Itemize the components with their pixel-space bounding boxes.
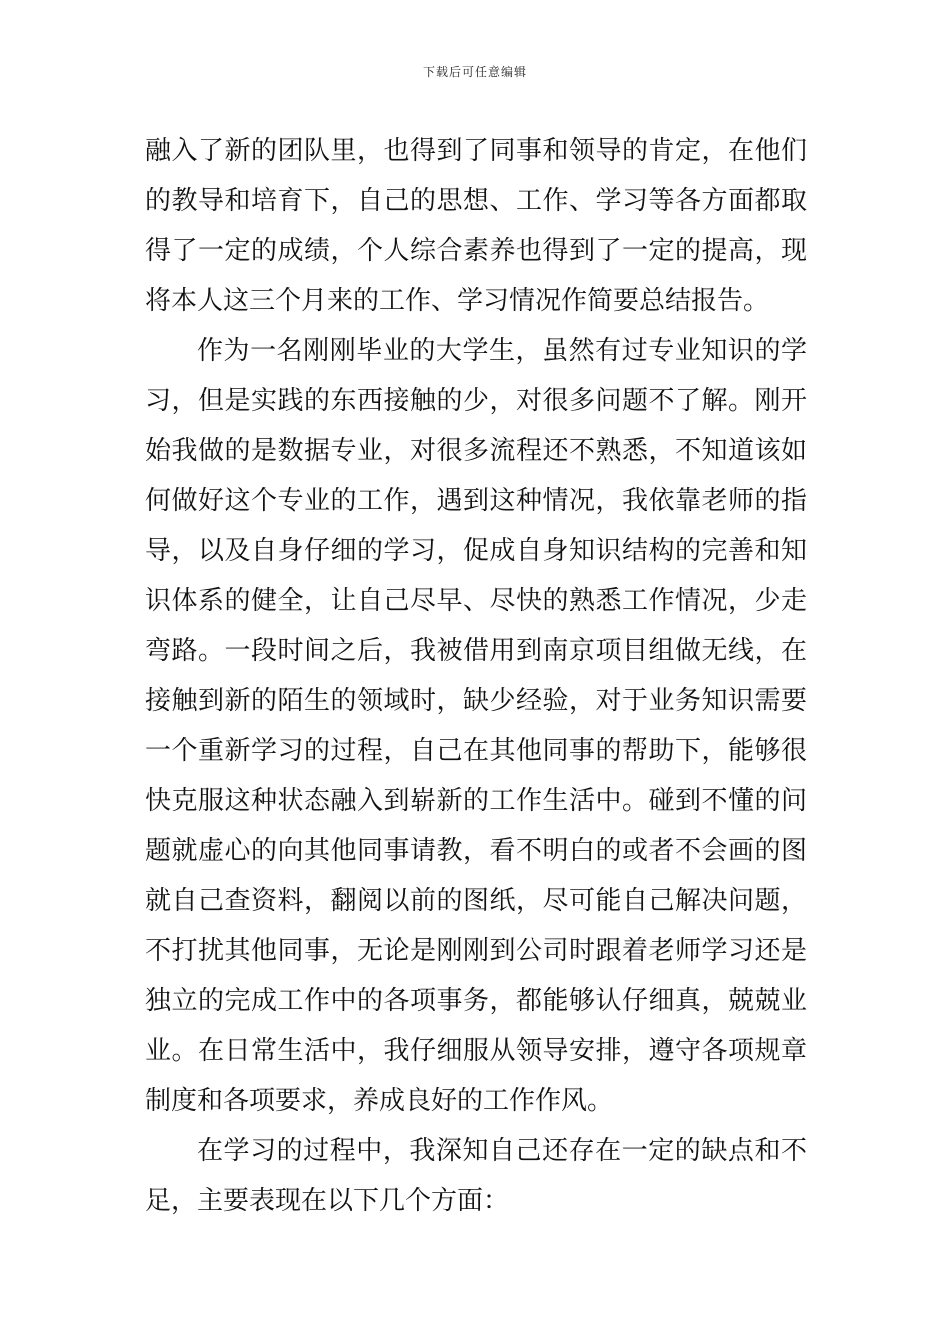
paragraph-2-line-4: 何做好这个专业的工作，遇到这种情况，我依靠老师的指 bbox=[145, 486, 807, 516]
paragraph-2-line-7: 弯路。一段时间之后，我被借用到南京项目组做无线，在 bbox=[145, 636, 807, 666]
paragraph-2-line-15: 业。在日常生活中，我仔细服从领导安排，遵守各项规章 bbox=[145, 1036, 807, 1066]
paragraph-2-line-13: 不打扰其他同事，无论是刚刚到公司时跟着老师学习还是 bbox=[145, 936, 807, 966]
paragraph-2-line-3: 始我做的是数据专业，对很多流程还不熟悉，不知道该如 bbox=[145, 436, 807, 466]
paragraph-2-line-5: 导，以及自身仔细的学习，促成自身知识结构的完善和知 bbox=[145, 536, 807, 566]
paragraph-2-line-8: 接触到新的陌生的领域时，缺少经验，对于业务知识需要 bbox=[145, 686, 807, 716]
paragraph-1-line-4: 将本人这三个月来的工作、学习情况作简要总结报告。 bbox=[145, 286, 770, 316]
paragraph-1-line-3: 得了一定的成绩，个人综合素养也得到了一定的提高，现 bbox=[145, 236, 807, 266]
paragraph-2-line-9: 一个重新学习的过程，自己在其他同事的帮助下，能够很 bbox=[145, 736, 807, 766]
paragraph-2-line-1: 作为一名刚刚毕业的大学生，虽然有过专业知识的学 bbox=[197, 336, 807, 366]
paragraph-3-line-2: 足，主要表现在以下几个方面： bbox=[145, 1186, 510, 1216]
document-body bbox=[145, 126, 807, 1226]
paragraph-2-line-10: 快克服这种状态融入到崭新的工作生活中。碰到不懂的问 bbox=[145, 786, 807, 816]
paragraph-2-line-11: 题就虚心的向其他同事请教，看不明白的或者不会画的图 bbox=[145, 836, 807, 866]
paragraph-1-line-1: 融入了新的团队里，也得到了同事和领导的肯定，在他们 bbox=[145, 136, 807, 166]
page-header: 下载后可任意编辑 bbox=[422, 65, 527, 79]
paragraph-2-line-14: 独立的完成工作中的各项事务，都能够认仔细真，兢兢业 bbox=[145, 986, 807, 1016]
paragraph-2-line-12: 就自己查资料，翻阅以前的图纸，尽可能自己解决问题， bbox=[145, 886, 807, 916]
paragraph-3-line-1: 在学习的过程中，我深知自己还存在一定的缺点和不 bbox=[197, 1136, 807, 1166]
paragraph-2-line-16: 制度和各项要求，养成良好的工作作风。 bbox=[145, 1086, 614, 1116]
paragraph-1-line-2: 的教导和培育下，自己的思想、工作、学习等各方面都取 bbox=[145, 186, 807, 216]
paragraph-2-line-6: 识体系的健全，让自己尽早、尽快的熟悉工作情况，少走 bbox=[145, 586, 807, 616]
paragraph-2-line-2: 习，但是实践的东西接触的少，对很多问题不了解。刚开 bbox=[145, 386, 807, 416]
